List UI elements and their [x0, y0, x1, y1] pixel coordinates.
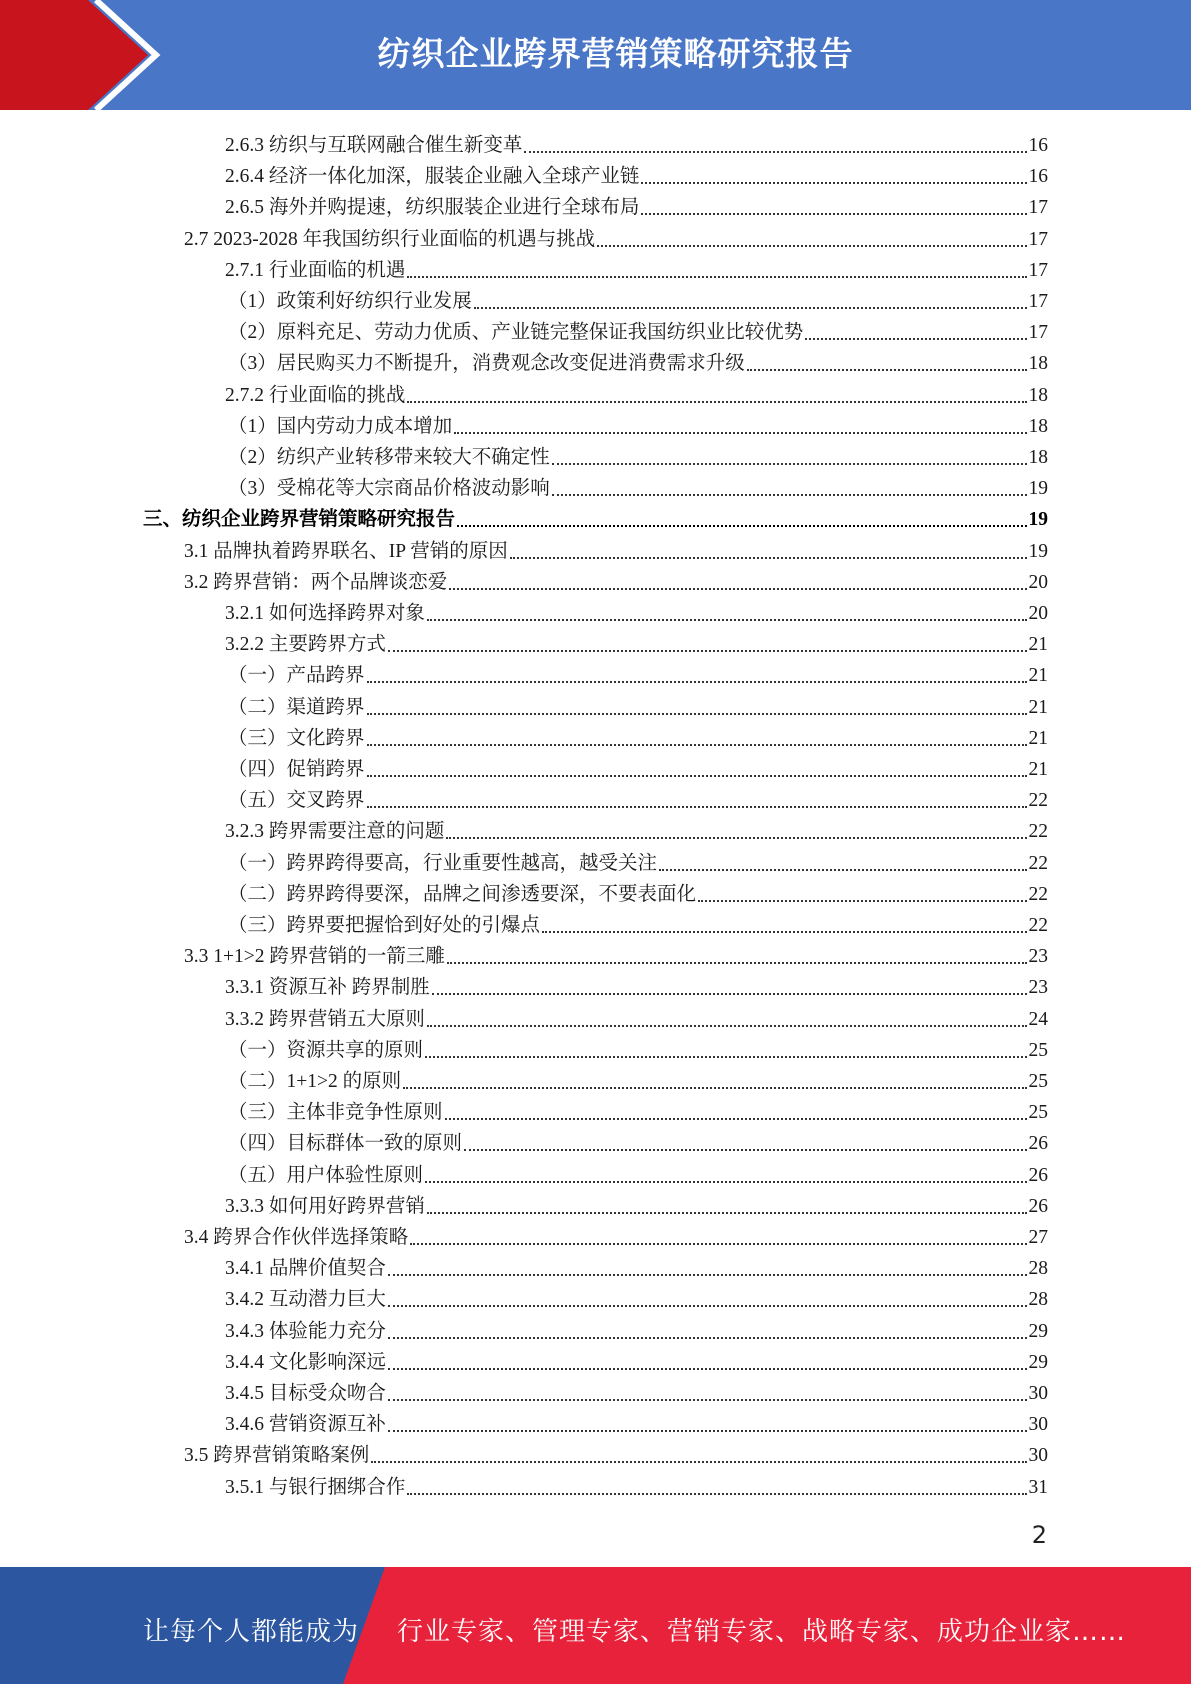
toc-dot-leader	[388, 1305, 1027, 1307]
toc-entry-page: 17	[1028, 259, 1048, 281]
toc-entry-title: 3.4.4 文化影响深远	[225, 1351, 386, 1373]
toc-entry[interactable]	[228, 845, 1048, 876]
toc-entry[interactable]	[225, 1001, 1048, 1032]
toc-entry-title: （四）目标群体一致的原则	[228, 1133, 463, 1155]
toc-entry-title: （四）促销跨界	[228, 759, 365, 780]
toc-entry-page: 20	[1028, 571, 1048, 593]
footer-slogan-left: 让每个人都能成为	[143, 1617, 360, 1647]
toc-entry-title: 3.3.1 资源互补 跨界制胜	[225, 977, 430, 999]
toc-entry[interactable]	[184, 533, 1048, 564]
toc-entry-title: 3.2.3 跨界需要注意的问题	[225, 821, 445, 843]
toc-dot-leader	[641, 182, 1026, 184]
toc-entry-title: 2.6.4 经济一体化加深，服装企业融入全球产业链	[225, 166, 640, 188]
toc-entry-page: 21	[1028, 759, 1048, 780]
toc-entry-title: 3.3 1+1>2 跨界营销的一箭三雕	[184, 946, 445, 968]
toc-dot-leader	[410, 1243, 1026, 1245]
toc-entry[interactable]	[228, 1032, 1048, 1063]
toc-dot-leader	[474, 307, 1027, 309]
page-footer	[0, 1567, 1191, 1684]
toc-entry[interactable]	[184, 1437, 1048, 1468]
toc-dot-leader	[367, 806, 1027, 808]
toc-entry-title: （二）跨界跨得要深，品牌之间渗透要深，不要表面化	[228, 883, 697, 905]
toc-entry[interactable]	[225, 158, 1048, 189]
toc-entry-title: （五）用户体验性原则	[228, 1164, 424, 1186]
toc-dot-leader	[659, 869, 1026, 871]
toc-entry-page: 21	[1028, 696, 1048, 718]
toc-entry-page: 21	[1028, 665, 1048, 687]
toc-dot-leader	[597, 245, 1026, 247]
toc-entry-title: （三）文化跨界	[228, 727, 365, 749]
toc-dot-leader	[552, 463, 1027, 465]
toc-entry-page: 16	[1028, 166, 1048, 188]
toc-dot-leader	[367, 713, 1027, 715]
toc-dot-leader	[641, 213, 1026, 215]
toc-entry-page: 30	[1028, 1383, 1048, 1404]
toc-entry-title: （1）政策利好纺织行业发展	[228, 291, 472, 312]
toc-entry-title: 3.4.6 营销资源互补	[225, 1414, 386, 1436]
toc-entry[interactable]	[225, 1250, 1048, 1281]
toc-entry[interactable]	[225, 1188, 1048, 1219]
toc-dot-leader	[698, 900, 1026, 902]
toc-dot-leader	[367, 681, 1027, 683]
toc-entry-page: 24	[1028, 1008, 1048, 1030]
toc-dot-leader	[454, 432, 1026, 434]
toc-entry-title: 三、纺织企业跨界营销策略研究报告	[143, 509, 456, 531]
toc-dot-leader	[367, 775, 1027, 777]
toc-dot-leader	[747, 369, 1027, 371]
toc-entry-title: （2）纺织产业转移带来较大不确定性	[228, 447, 550, 468]
toc-entry[interactable]	[225, 127, 1048, 158]
toc-entry-page: 18	[1028, 384, 1048, 406]
toc-dot-leader	[388, 1368, 1027, 1370]
toc-entry[interactable]	[228, 314, 1048, 345]
toc-dot-leader	[388, 1430, 1027, 1432]
page-header	[0, 0, 1191, 110]
toc-entry-page: 26	[1028, 1133, 1048, 1155]
toc-entry-title: 3.2.1 如何选择跨界对象	[225, 603, 425, 624]
toc-entry[interactable]	[225, 595, 1048, 626]
toc-entry-page: 30	[1028, 1445, 1048, 1467]
toc-entry-title: 2.7 2023-2028 年我国纺织行业面临的机遇与挑战	[184, 228, 596, 250]
toc-entry-title: （一）资源共享的原则	[228, 1039, 424, 1061]
toc-entry-page: 19	[1028, 509, 1048, 531]
toc-dot-leader	[407, 1493, 1026, 1495]
toc-dot-leader	[464, 1149, 1026, 1151]
toc-entry-page: 17	[1028, 197, 1048, 219]
toc-entry-page: 20	[1028, 603, 1048, 624]
document-title: 纺织企业跨界营销策略研究报告	[377, 34, 854, 73]
toc-dot-leader	[427, 1025, 1027, 1027]
toc-entry-page: 18	[1028, 415, 1048, 437]
toc-entry[interactable]	[228, 689, 1048, 720]
toc-entry-page: 22	[1028, 852, 1048, 874]
toc-dot-leader	[427, 619, 1027, 621]
toc-entry[interactable]	[228, 751, 1048, 782]
toc-entry[interactable]	[228, 657, 1048, 688]
toc-dot-leader	[388, 1399, 1027, 1401]
toc-entry[interactable]	[225, 1344, 1048, 1375]
toc-entry-page: 21	[1028, 727, 1048, 749]
toc-entry[interactable]	[225, 1281, 1048, 1312]
toc-entry-page: 29	[1028, 1351, 1048, 1373]
toc-entry[interactable]	[228, 782, 1048, 813]
toc-dot-leader	[407, 276, 1026, 278]
toc-dot-leader	[425, 1056, 1026, 1058]
toc-entry[interactable]	[228, 439, 1048, 470]
toc-entry[interactable]	[225, 377, 1048, 408]
toc-entry-title: （三）跨界要把握恰到好处的引爆点	[228, 915, 541, 936]
toc-entry-page: 26	[1028, 1195, 1048, 1217]
toc-dot-leader	[425, 1181, 1026, 1183]
toc-entry-title: （二）1+1>2 的原则	[228, 1071, 402, 1092]
toc-entry-title: 2.7.2 行业面临的挑战	[225, 384, 406, 406]
toc-dot-leader	[449, 588, 1026, 590]
toc-entry[interactable]	[228, 408, 1048, 439]
toc-dot-leader	[457, 525, 1026, 527]
toc-entry-page: 31	[1028, 1476, 1048, 1498]
toc-dot-leader	[403, 1087, 1026, 1089]
toc-dot-leader	[427, 1212, 1027, 1214]
toc-entry-title: 3.5.1 与银行捆绑合作	[225, 1476, 406, 1498]
toc-entry[interactable]	[225, 252, 1048, 283]
toc-dot-leader	[447, 962, 1027, 964]
toc-entry-title: 3.3.2 跨界营销五大原则	[225, 1008, 425, 1030]
toc-dot-leader	[446, 837, 1026, 839]
toc-entry-title: 3.4.2 互动潜力巨大	[225, 1289, 386, 1311]
toc-dot-leader	[388, 1337, 1027, 1339]
toc-entry-page: 22	[1028, 790, 1048, 812]
toc-entry-page: 22	[1028, 883, 1048, 905]
toc-entry-page: 23	[1028, 946, 1048, 968]
toc-entry-page: 21	[1028, 634, 1048, 656]
toc-entry-page: 17	[1028, 322, 1048, 344]
toc-entry-title: 2.6.3 纺织与互联网融合催生新变革	[225, 135, 523, 156]
toc-entry[interactable]	[184, 938, 1048, 969]
toc-entry-title: 3.2.2 主要跨界方式	[225, 634, 386, 656]
toc-entry-page: 25	[1028, 1039, 1048, 1061]
toc-entry-page: 23	[1028, 977, 1048, 999]
toc-entry[interactable]	[184, 1219, 1048, 1250]
toc-entry-page: 19	[1028, 540, 1048, 562]
toc-dot-leader	[388, 650, 1027, 652]
toc-entry-title: （1）国内劳动力成本增加	[228, 415, 453, 437]
toc-entry-page: 22	[1028, 915, 1048, 936]
toc-entry-title: 3.3.3 如何用好跨界营销	[225, 1195, 425, 1217]
toc-entry-title: 3.4.3 体验能力充分	[225, 1320, 386, 1342]
toc-dot-leader	[367, 744, 1027, 746]
toc-entry-title: （2）原料充足、劳动力优质、产业链完整保证我国纺织业比较优势	[228, 322, 804, 344]
toc-dot-leader	[524, 151, 1026, 153]
toc-entry[interactable]	[228, 907, 1048, 938]
toc-entry-title: 2.6.5 海外并购提速，纺织服装企业进行全球布局	[225, 197, 640, 219]
toc-entry[interactable]	[225, 189, 1048, 220]
toc-entry-page: 25	[1028, 1071, 1048, 1092]
toc-entry-page: 22	[1028, 821, 1048, 843]
toc-entry[interactable]	[225, 1406, 1048, 1437]
toc-dot-leader	[371, 1461, 1026, 1463]
toc-dot-leader	[542, 931, 1026, 933]
toc-entry[interactable]	[225, 813, 1048, 844]
footer-slogan-right: 行业专家、管理专家、营销专家、战略专家、成功企业家……	[397, 1617, 1127, 1647]
toc-entry[interactable]	[228, 283, 1048, 314]
toc-entry-title: 3.4.1 品牌价值契合	[225, 1258, 386, 1280]
toc-entry[interactable]	[228, 1094, 1048, 1125]
toc-entry-page: 29	[1028, 1320, 1048, 1342]
toc-entry[interactable]	[225, 969, 1048, 1000]
toc-entry[interactable]	[228, 1157, 1048, 1188]
toc-entry-page: 28	[1028, 1258, 1048, 1280]
toc-entry-page: 18	[1028, 353, 1048, 375]
toc-entry[interactable]	[228, 470, 1048, 501]
toc-dot-leader	[805, 338, 1026, 340]
toc-entry-page: 28	[1028, 1289, 1048, 1311]
toc-entry[interactable]	[228, 1125, 1048, 1156]
toc-entry-title: 3.4 跨界合作伙伴选择策略	[184, 1227, 409, 1248]
toc-entry-page: 18	[1028, 447, 1048, 468]
page-number: 2	[1031, 1521, 1047, 1549]
toc-entry-page: 30	[1028, 1414, 1048, 1436]
toc-entry[interactable]	[184, 564, 1048, 595]
toc-entry-title: 3.4.5 目标受众吻合	[225, 1383, 386, 1404]
toc-dot-leader	[445, 1118, 1027, 1120]
toc-entry[interactable]	[228, 345, 1048, 376]
toc-entry[interactable]	[225, 626, 1048, 657]
toc-entry-page: 27	[1028, 1227, 1048, 1248]
toc-entry[interactable]	[225, 1375, 1048, 1406]
toc-entry-page: 17	[1028, 291, 1048, 312]
toc-entry-page: 19	[1028, 478, 1048, 500]
toc-entry[interactable]	[184, 221, 1048, 252]
toc-entry[interactable]	[143, 501, 1048, 532]
toc-entry-title: （一）产品跨界	[228, 665, 365, 687]
toc-entry-title: 2.7.1 行业面临的机遇	[225, 259, 406, 281]
toc-dot-leader	[388, 1274, 1027, 1276]
toc-entry-page: 25	[1028, 1102, 1048, 1124]
toc-entry-title: （3）受棉花等大宗商品价格波动影响	[228, 478, 550, 500]
toc-entry[interactable]	[228, 1063, 1048, 1094]
toc-entry-title: （3）居民购买力不断提升，消费观念改变促进消费需求升级	[228, 353, 745, 375]
toc-entry[interactable]	[225, 1469, 1048, 1500]
toc-dot-leader	[552, 494, 1027, 496]
toc-entry-title: （五）交叉跨界	[228, 790, 365, 812]
toc-entry-title: （二）渠道跨界	[228, 696, 365, 718]
toc-entry-title: （一）跨界跨得要高，行业重要性越高，越受关注	[228, 852, 658, 874]
toc-entry-page: 17	[1028, 228, 1048, 250]
toc-dot-leader	[432, 993, 1027, 995]
toc-entry-title: 3.5 跨界营销策略案例	[184, 1445, 370, 1467]
toc-dot-leader	[510, 557, 1027, 559]
toc-entry-title: （三）主体非竞争性原则	[228, 1102, 443, 1124]
toc-entry[interactable]	[225, 1313, 1048, 1344]
toc-entry-page: 16	[1028, 135, 1048, 156]
toc-dot-leader	[407, 401, 1026, 403]
toc-entry[interactable]	[228, 876, 1048, 907]
toc-entry[interactable]	[228, 720, 1048, 751]
toc-entry-title: 3.1 品牌执着跨界联名、IP 营销的原因	[184, 540, 508, 562]
toc-entry-title: 3.2 跨界营销：两个品牌谈恋爱	[184, 571, 448, 593]
toc-entry-page: 26	[1028, 1164, 1048, 1186]
